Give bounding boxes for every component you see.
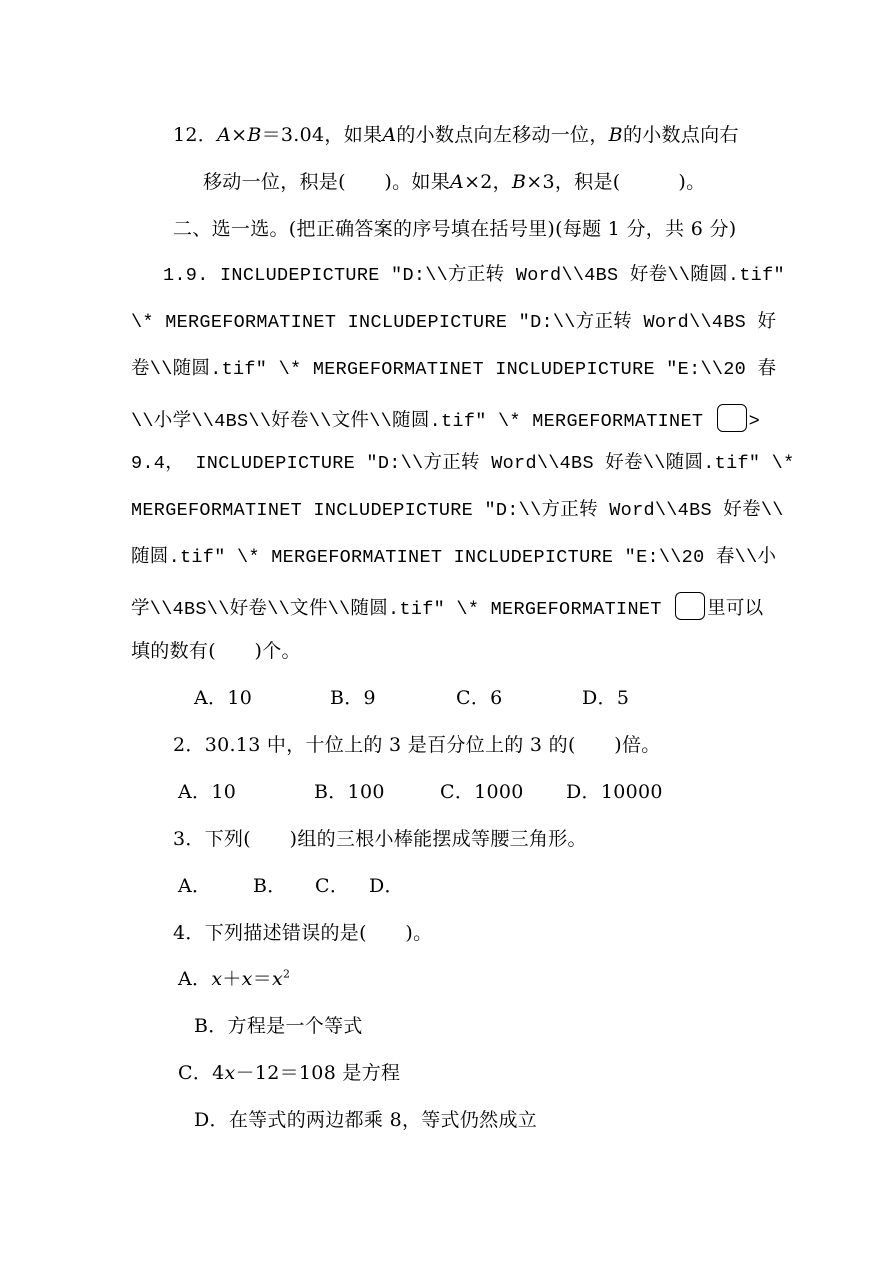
option-a: A．10 bbox=[194, 687, 253, 709]
q1-line6: MERGEFORMATINET INCLUDEPICTURE "D:\\方正转 Word\\4BS 好卷\\ bbox=[131, 500, 784, 521]
q1-options bbox=[194, 685, 629, 711]
option-b: B．100 bbox=[314, 781, 385, 803]
option-b: B．9 bbox=[330, 687, 376, 709]
q4-option-d: D．在等式的两边都乘 8，等式仍然成立 bbox=[194, 1109, 538, 1131]
var-b: B bbox=[608, 124, 623, 146]
option-b: B． bbox=[253, 875, 287, 897]
option-c: C．6 bbox=[456, 687, 503, 709]
option-d: D． bbox=[369, 875, 404, 897]
q2-stem: 2．30.13 中，十位上的 3 是百分位上的 3 的( )倍。 bbox=[173, 734, 661, 756]
q4-stem: 4．下列描述错误的是( )。 bbox=[173, 922, 433, 944]
q3-stem: 3．下列( )组的三根小棒能摆成等腰三角形。 bbox=[173, 828, 587, 850]
q1-line4: \\小学\\4BS\\好卷\\文件\\随圆.tif" \* MERGEFORMATINET > bbox=[131, 404, 760, 435]
q1-line2: \* MERGEFORMATINET INCLUDEPICTURE "D:\\方正转 Word\\4BS 好 bbox=[131, 312, 777, 333]
var-b: B bbox=[511, 171, 527, 193]
option-c: C．1000 bbox=[440, 781, 524, 803]
q3-options bbox=[178, 873, 404, 899]
q1-line1: 1.9. INCLUDEPICTURE "D:\\方正转 Word\\4BS 好卷\\随圆.tif" bbox=[163, 265, 785, 286]
answer-blank-box bbox=[675, 592, 705, 620]
q4-option-b: B．方程是一个等式 bbox=[194, 1015, 363, 1037]
q1-line8: 学\\4BS\\好卷\\文件\\随圆.tif" \* MERGEFORMATINET 里可以 bbox=[131, 592, 763, 623]
option-d: D．5 bbox=[582, 687, 630, 709]
var-a: A bbox=[450, 171, 465, 193]
q12-line1: 12．A×B＝3.04，如果A的小数点向左移动一位，B的小数点向右 bbox=[173, 124, 739, 146]
section-title: 二、选一选。(把正确答案的序号填在括号里)(每题 1 分，共 6 分) bbox=[173, 218, 737, 240]
q4-option-a: A．$x+x=x^2$ bbox=[178, 967, 291, 990]
q4-option-c: C．4x－12＝108 是方程 bbox=[178, 1062, 401, 1084]
option-a: A．10 bbox=[178, 781, 237, 803]
q1-line3: 卷\\随圆.tif" \* MERGEFORMATINET INCLUDEPICTURE "E:\\20 春 bbox=[131, 359, 777, 380]
q1-line9: 填的数有( )个。 bbox=[131, 640, 301, 662]
var-b: B bbox=[247, 124, 262, 146]
q1-line5: 9.4， INCLUDEPICTURE "D:\\方正转 Word\\4BS 好卷\\随圆.tif" \* bbox=[131, 453, 795, 474]
option-a: A． bbox=[178, 875, 212, 897]
var-a: A bbox=[217, 124, 232, 146]
var-a: A bbox=[382, 124, 397, 146]
q12-line2: 移动一位，积是( )。如果A×2，B×3，积是( )。 bbox=[203, 171, 706, 193]
q1-line7: 随圆.tif" \* MERGEFORMATINET INCLUDEPICTURE "E:\\20 春\\小 bbox=[131, 547, 777, 568]
answer-blank-box bbox=[717, 404, 747, 432]
option-d: D．10000 bbox=[566, 781, 663, 803]
option-c: C． bbox=[315, 875, 350, 897]
q2-options bbox=[178, 779, 663, 805]
